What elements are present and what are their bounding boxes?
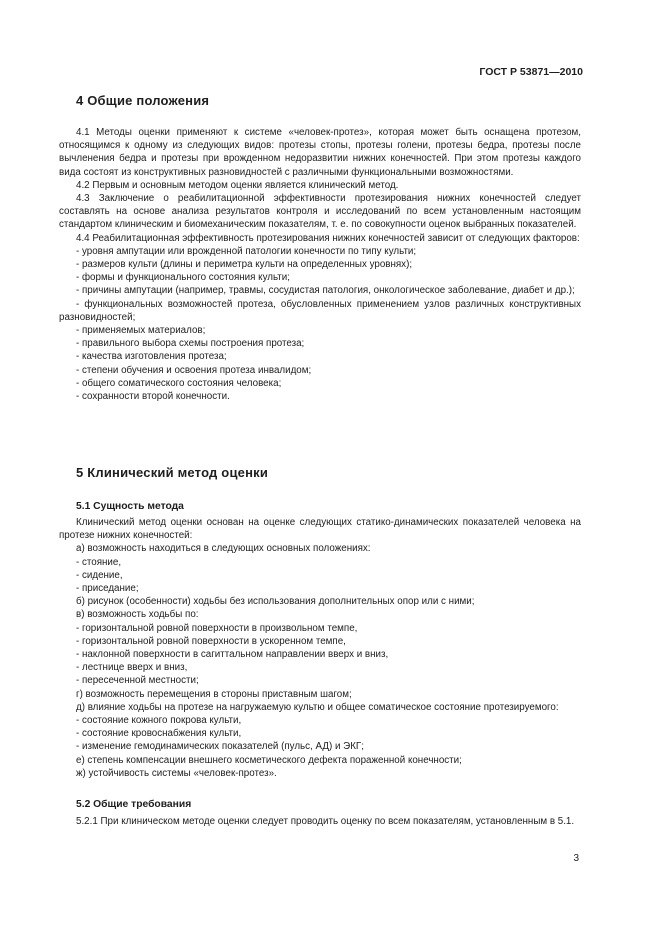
criteria-list-item: а) возможность находиться в следующих основных положениях: [76, 543, 371, 555]
factor-list-item: - формы и функционального состояния культи; [76, 272, 290, 284]
criteria-list-item: - стояние, [76, 556, 122, 568]
criteria-list-item: - пересеченной местности; [76, 675, 199, 687]
criteria-list-item: д) влияние ходьбы на протезе на нагружаемую культю и общее соматическое состояние протезируемого: [76, 701, 559, 713]
criteria-list-item: в) возможность ходьбы по: [76, 609, 199, 621]
criteria-list-item: - состояние кожного покрова культи, [76, 715, 242, 727]
subsection-5-2-heading: 5.2 Общие требования [76, 799, 192, 810]
factor-list-item: - правильного выбора схемы построения протеза; [76, 338, 305, 350]
factor-list-item: - общего соматического состояния человека; [76, 377, 282, 389]
factor-list-item: - уровня ампутации или врожденной патологии конечности по типу культи; [76, 245, 417, 257]
paragraph-5-1-intro: Клинический метод оценки основан на оценке следующих статико-динамических показателей человека на протезе нижних конечностей: [59, 517, 581, 542]
paragraph-4-2: 4.2 Первым и основным методом оценки является клинический метод. [76, 179, 399, 191]
criteria-list-item: г) возможность перемещения в стороны приставным шагом; [76, 688, 352, 700]
page-number: 3 [573, 853, 579, 864]
section-5-heading: 5 Клинический метод оценки [76, 465, 269, 480]
section-4-body [59, 126, 581, 403]
criteria-list-item: - горизонтальной ровной поверхности в произвольном темпе, [76, 622, 358, 634]
criteria-list-item: - сидение, [76, 569, 123, 581]
paragraph-4-4: 4.4 Реабилитационная эффективность протезирования нижних конечностей зависит от следующих факторов: [76, 232, 580, 244]
criteria-list-item: ж) устойчивость системы «человек-протез». [76, 767, 277, 779]
criteria-list-item: - состояние кровоснабжения культи, [76, 728, 242, 740]
criteria-list-item: - горизонтальной ровной поверхности в ускоренном темпе, [76, 635, 346, 647]
paragraph-4-3: 4.3 Заключение о реабилитационной эффективности протезирования нижних конечностей следует составлять на основе анализа результатов контроля и исследований по всем установленным настоящим стандартом клиническим и биомеханическим показателям, т. е. по совокупности оценок выбранных показателей. [59, 193, 581, 231]
criteria-list-item: - приседание; [76, 583, 139, 595]
paragraph-5-2-1: 5.2.1 При клиническом методе оценки следует проводить оценку по всем показателям, установленным в 5.1. [76, 816, 575, 827]
criteria-list-item: - наклонной поверхности в сагиттальном направлении вверх и вниз, [76, 649, 389, 661]
section-5-2-body [59, 815, 581, 828]
factor-list-item: - степени обучения и освоения протеза инвалидом; [76, 364, 312, 376]
factor-list-item: - размеров культи (длины и периметра культи на определенных уровнях); [76, 259, 413, 271]
subsection-5-1-heading: 5.1 Сущность метода [76, 501, 184, 512]
factor-list-item: - сохранности второй конечности. [76, 391, 230, 403]
section-5-1-body [59, 516, 581, 780]
factor-list-item: - функциональных возможностей протеза, обусловленных применением узлов различных конструктивных разновидностей; [59, 298, 581, 323]
factor-list-item: - применяемых материалов; [76, 325, 206, 337]
criteria-list-item: е) степень компенсации внешнего косметического дефекта пораженной конечности; [76, 754, 462, 766]
criteria-list-item: - изменение гемодинамических показателей (пульс, АД) и ЭКГ; [76, 741, 364, 753]
standard-designation: ГОСТ Р 53871—2010 [479, 66, 583, 78]
criteria-list-item: - лестнице вверх и вниз, [76, 662, 188, 674]
factor-list-item: - качества изготовления протеза; [76, 351, 227, 363]
paragraph-4-1: 4.1 Методы оценки применяют к системе «человек-протез», которая может быть оснащена протезом, относящимся к одному из следующих видов: протезы стопы, протезы голени, протезы бедра, протезы после вычленения бедра и протезы при врожденном недоразвитии нижних конечностей. При этом протезы каждого вида состоят из конструктивных разновидностей с различными функциональными возможностями. [59, 127, 581, 178]
section-4-heading: 4 Общие положения [76, 93, 210, 108]
factor-list-item: - причины ампутации (например, травмы, сосудистая патология, онкологическое заболевание, диабет и др.); [76, 285, 575, 297]
criteria-list-item: б) рисунок (особенности) ходьбы без использования дополнительных опор или с ними; [76, 596, 475, 608]
